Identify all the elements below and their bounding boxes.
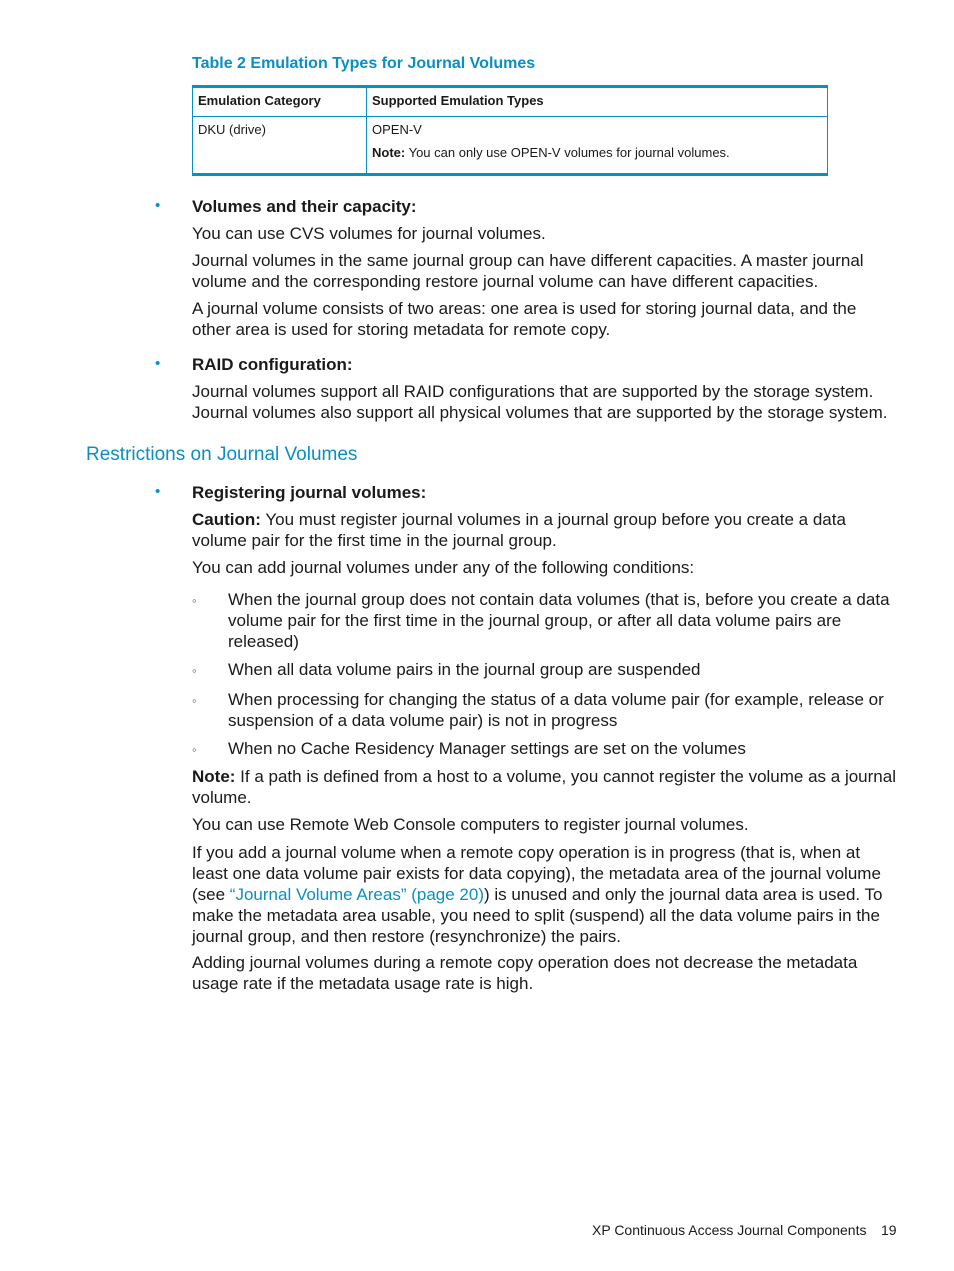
rwc-paragraph: You can use Remote Web Console computers to register journal volumes. <box>192 815 749 834</box>
cell-type-value: OPEN-V <box>372 122 422 137</box>
condition-item: When processing for changing the status of a data volume pair (for example, release or suspension of a data volume pair) is not in progress <box>228 690 884 730</box>
journal-volume-areas-link[interactable]: “Journal Volume Areas” (page 20) <box>229 885 484 904</box>
caution-text: You must register journal volumes in a journal group before you create a data volume pair for the first time in the journal group. <box>192 510 846 550</box>
cell-note-label: Note: <box>372 145 406 160</box>
raid-p1: Journal volumes support all RAID configurations that are supported by the storage system. Journal volumes also support all physical volumes that are supported by the storage system. <box>192 382 888 422</box>
bullet-icon: • <box>155 197 161 214</box>
emulation-table <box>192 85 828 176</box>
raid-heading: RAID configuration: <box>192 355 353 374</box>
section-title: Restrictions on Journal Volumes <box>86 444 358 465</box>
page-number: 19 <box>881 1222 897 1238</box>
sub-bullet-icon: ◦ <box>192 663 197 678</box>
table-caption: Table 2 Emulation Types for Journal Volumes <box>192 55 536 72</box>
sub-bullet-icon: ◦ <box>192 693 197 708</box>
condition-item: When no Cache Residency Manager settings are set on the volumes <box>228 739 746 758</box>
add-journal-paragraph <box>192 842 900 947</box>
cell-note <box>372 145 822 160</box>
bullet-icon: • <box>155 355 161 372</box>
add-text-after: ) is unused and only the journal data area is used. To make the metadata area usable, you need to split (suspend) all the data volume pairs in the journal group, and then restore (resynchronize) the pairs. <box>192 885 883 946</box>
header-supported-types: Supported Emulation Types <box>367 87 828 117</box>
conditions-intro: You can add journal volumes under any of the following conditions: <box>192 558 695 577</box>
volumes-p3: A journal volume consists of two areas: one area is used for storing journal data, and the other area is used for storing metadata for remote copy. <box>192 299 857 339</box>
volumes-heading: Volumes and their capacity: <box>192 197 417 216</box>
registering-heading: Registering journal volumes: <box>192 483 427 502</box>
note-text: If a path is defined from a host to a volume, you cannot register the volume as a journal volume. <box>192 767 896 807</box>
footer-title: XP Continuous Access Journal Components <box>592 1222 867 1238</box>
cell-category: DKU (drive) <box>193 117 367 175</box>
note-paragraph <box>192 766 900 808</box>
table-row <box>193 117 828 175</box>
condition-item: When all data volume pairs in the journal group are suspended <box>228 660 701 679</box>
volumes-p1: You can use CVS volumes for journal volumes. <box>192 224 546 243</box>
header-emulation-category: Emulation Category <box>193 87 367 117</box>
cell-note-text: You can only use OPEN-V volumes for journal volumes. <box>405 145 730 160</box>
condition-item: When the journal group does not contain data volumes (that is, before you create a data volume pair for the first time in the journal group, or after all data volume pairs are released) <box>228 590 890 651</box>
add-text-before: If you add a journal volume when a remote copy operation is in progress (that is, when at least one data volume pair exists for data copying), the metadata area of the journal volume (see <box>192 843 881 904</box>
volumes-p2: Journal volumes in the same journal group can have different capacities. A master journal volume and the corresponding restore journal volume can have different capacities. <box>192 251 864 291</box>
note-label: Note: <box>192 767 236 786</box>
bullet-icon: • <box>155 483 161 500</box>
sub-bullet-icon: ◦ <box>192 593 197 608</box>
table-header-row <box>193 87 828 117</box>
last-paragraph: Adding journal volumes during a remote copy operation does not decrease the metadata usage rate if the metadata usage rate is high. <box>192 953 858 993</box>
cell-types <box>367 117 828 175</box>
sub-bullet-icon: ◦ <box>192 742 197 757</box>
caution-paragraph <box>192 509 900 551</box>
caution-label: Caution: <box>192 510 261 529</box>
